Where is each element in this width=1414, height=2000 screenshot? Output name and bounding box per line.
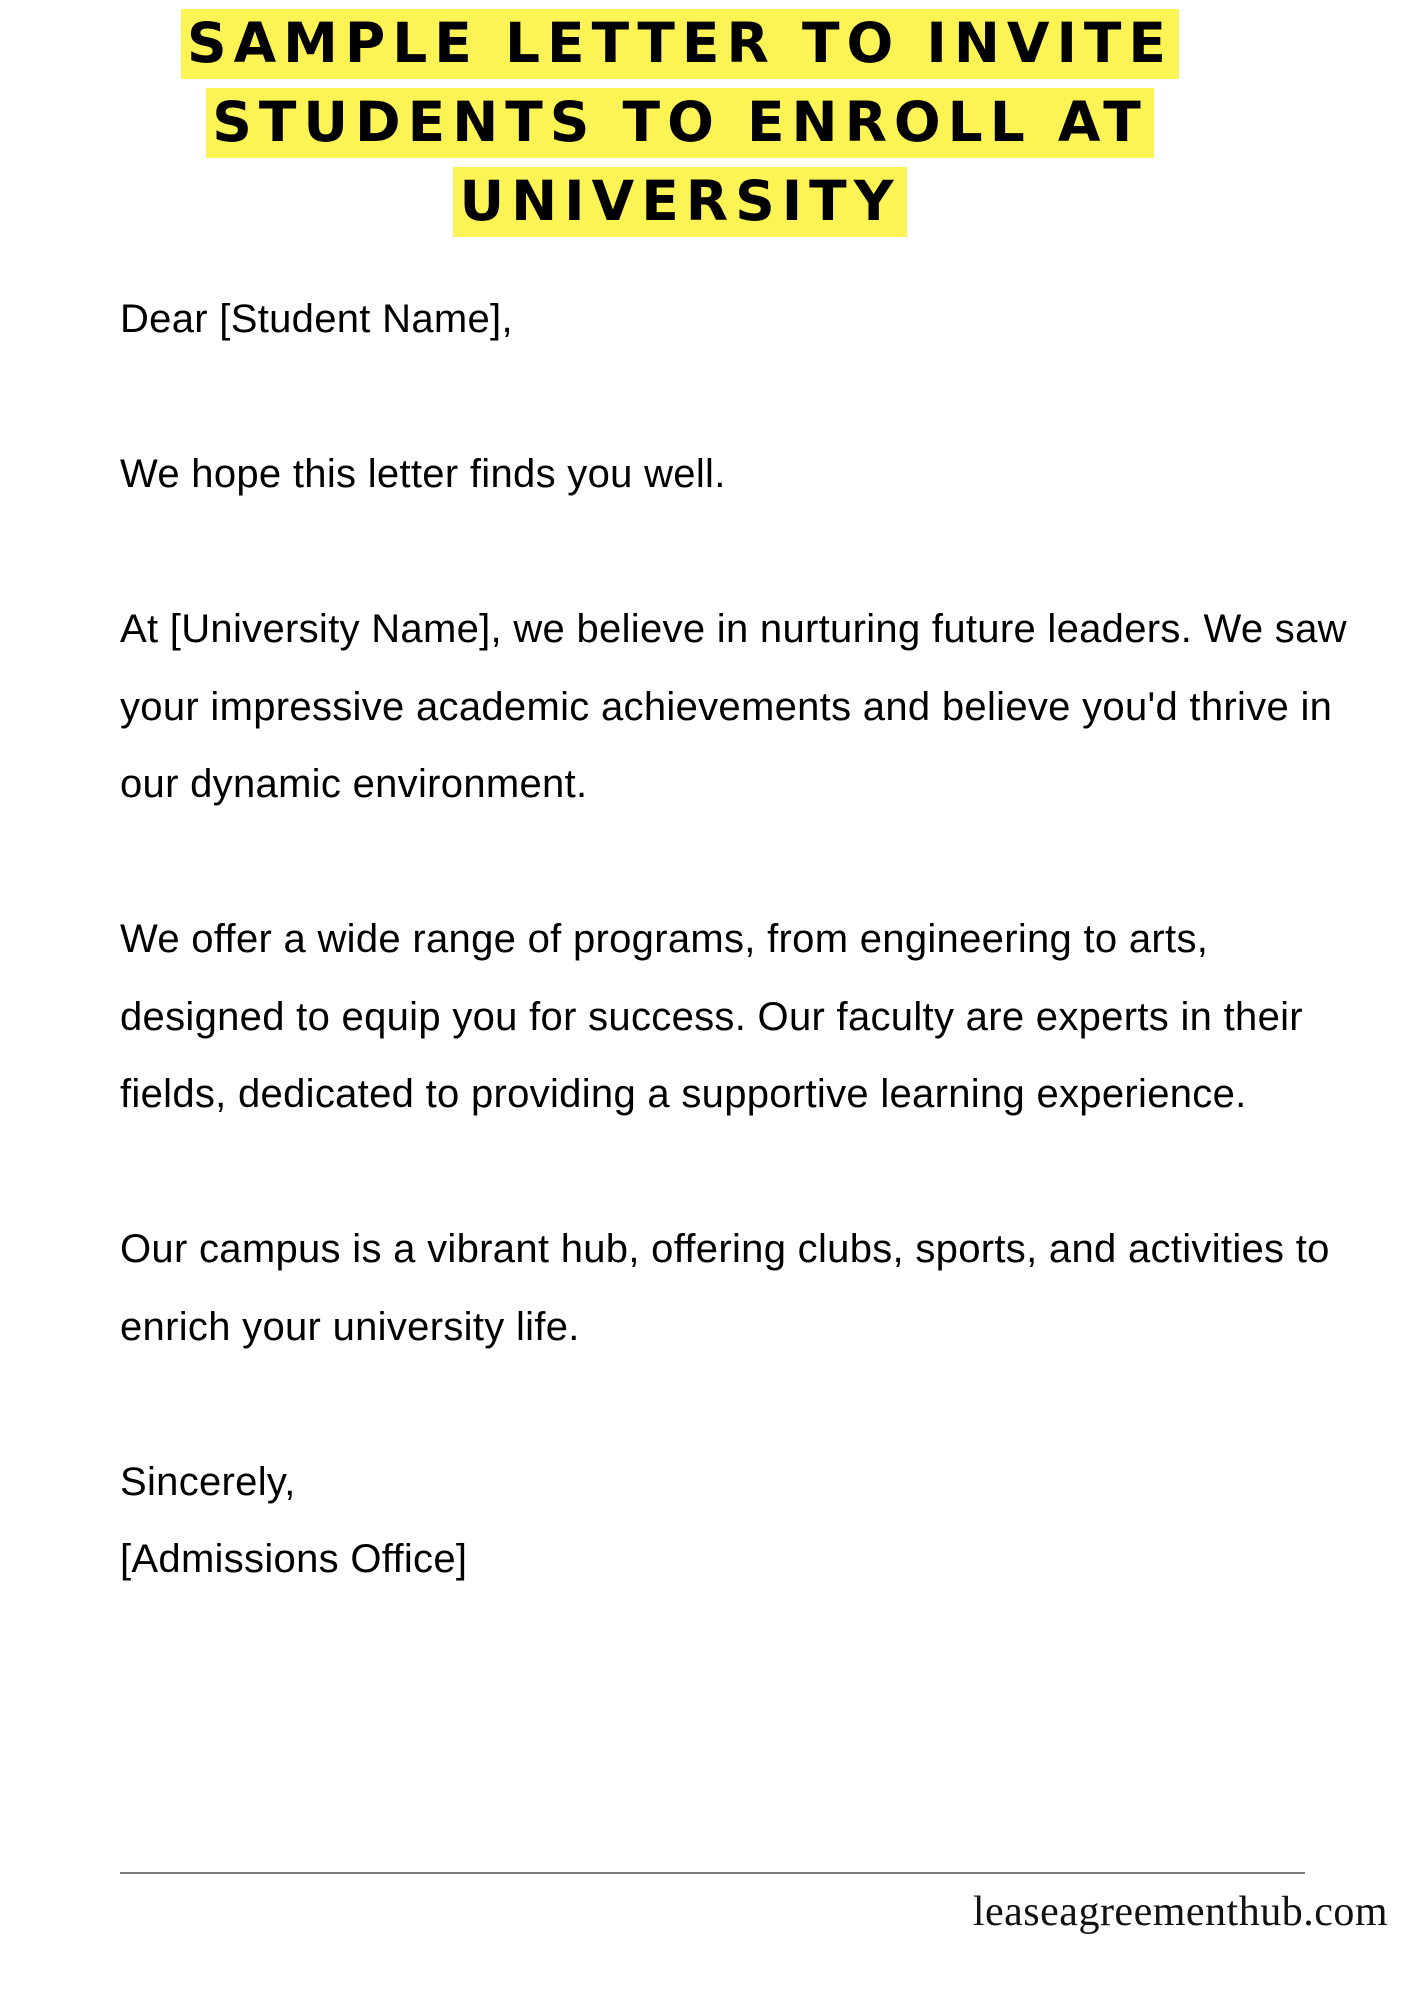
- signature: [Admissions Office]: [120, 1537, 468, 1581]
- website-watermark: leaseagreementhub.com: [972, 1889, 1388, 1935]
- title-highlight: SAMPLE LETTER TO INVITE STUDENTS TO ENROLL AT UNIVERSITY: [181, 9, 1179, 237]
- letter-body: [120, 281, 1350, 1599]
- closing: Sincerely,: [120, 1459, 296, 1504]
- letter-title: [120, 4, 1240, 241]
- paragraph-campus: Our campus is a vibrant hub, offering clubs, sports, and activities to enrich your university life.: [120, 1227, 1330, 1349]
- paragraph-introduction: At [University Name], we believe in nurturing future leaders. We saw your impressive academic achievements and believe you'd thrive in our dynamic environment.: [120, 607, 1347, 806]
- signature-block: [120, 1444, 1350, 1599]
- footer-divider: [120, 1872, 1305, 1874]
- paragraph-programs: We offer a wide range of programs, from engineering to arts, designed to equip you for success. Our faculty are experts in their fields, dedicated to providing a supportive learning experience.: [120, 917, 1303, 1116]
- salutation: Dear [Student Name],: [120, 297, 513, 341]
- paragraph-greeting: We hope this letter finds you well.: [120, 452, 726, 496]
